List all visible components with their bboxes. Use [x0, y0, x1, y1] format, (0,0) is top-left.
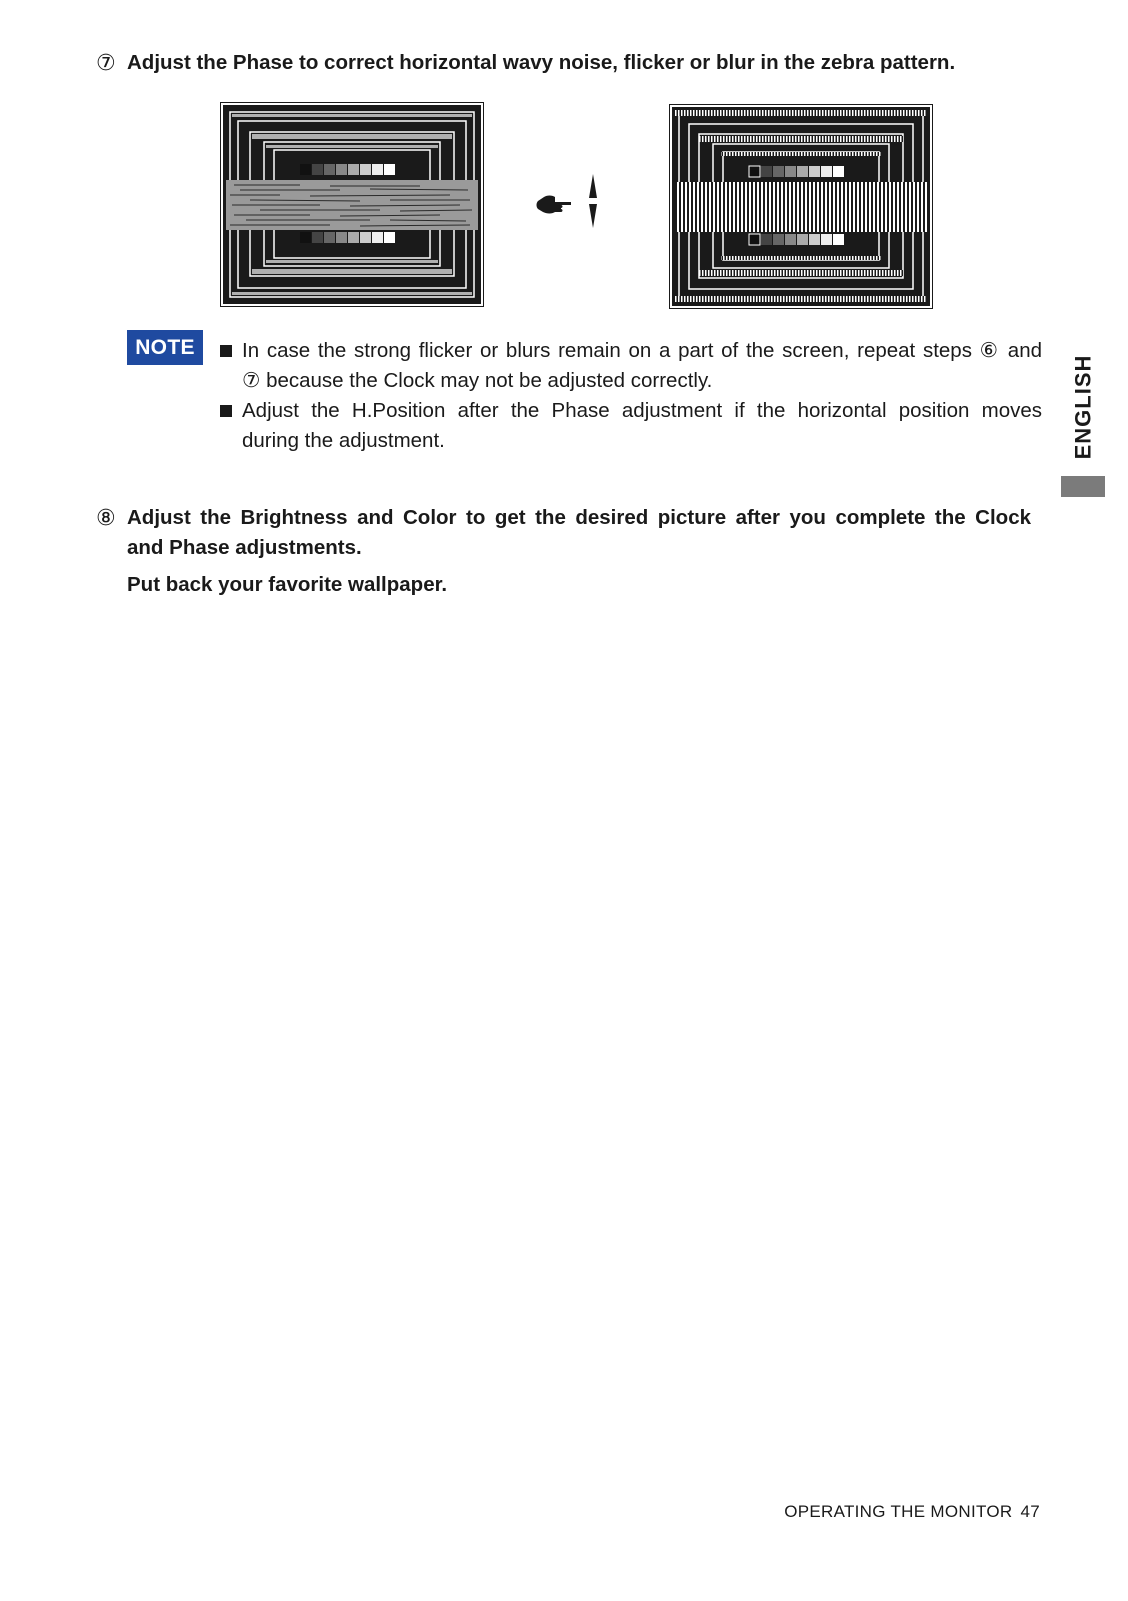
step-8-line: Adjust the Brightness and Color to get the desired picture after you complete the Clock [127, 506, 1031, 529]
language-side-tab-bar [1061, 476, 1105, 497]
footer-section-title: OPERATING THE MONITOR [784, 1502, 1013, 1521]
step-8-number: ⑧ [96, 505, 116, 530]
language-side-tab-label: ENGLISH [1070, 354, 1096, 460]
square-bullet-icon [220, 345, 232, 357]
note-item [220, 336, 1042, 396]
note-list [220, 336, 1042, 456]
note-badge: NOTE [127, 330, 203, 365]
step-8-heading [96, 503, 1031, 563]
step-7-number: ⑦ [96, 50, 116, 75]
note-item-line: during the adjustment. [242, 429, 445, 452]
square-bullet-icon [220, 405, 232, 417]
note-item [220, 396, 1042, 456]
step-7-text: Adjust the Phase to correct horizontal wavy noise, flicker or blur in the zebra pattern. [127, 51, 956, 74]
language-side-tab [1061, 352, 1105, 462]
zebra-pattern-blurred-figure [220, 102, 484, 307]
adjust-up-down-icon [585, 174, 601, 228]
page-number: 47 [1020, 1502, 1040, 1521]
page-footer [784, 1502, 1040, 1522]
hand-pointer-icon [535, 190, 573, 218]
step-8-line: and Phase adjustments. [127, 536, 362, 559]
note-item-line: In case the strong flicker or blurs remain on a part of the screen, repeat steps ⑥ and [242, 339, 1042, 362]
step-8-wallpaper-text: Put back your favorite wallpaper. [127, 573, 448, 596]
note-item-line: Adjust the H.Position after the Phase adjustment if the horizontal position moves [242, 399, 1042, 422]
note-item-line: ⑦ because the Clock may not be adjusted correctly. [242, 369, 713, 392]
zebra-pattern-correct-figure [669, 104, 933, 309]
